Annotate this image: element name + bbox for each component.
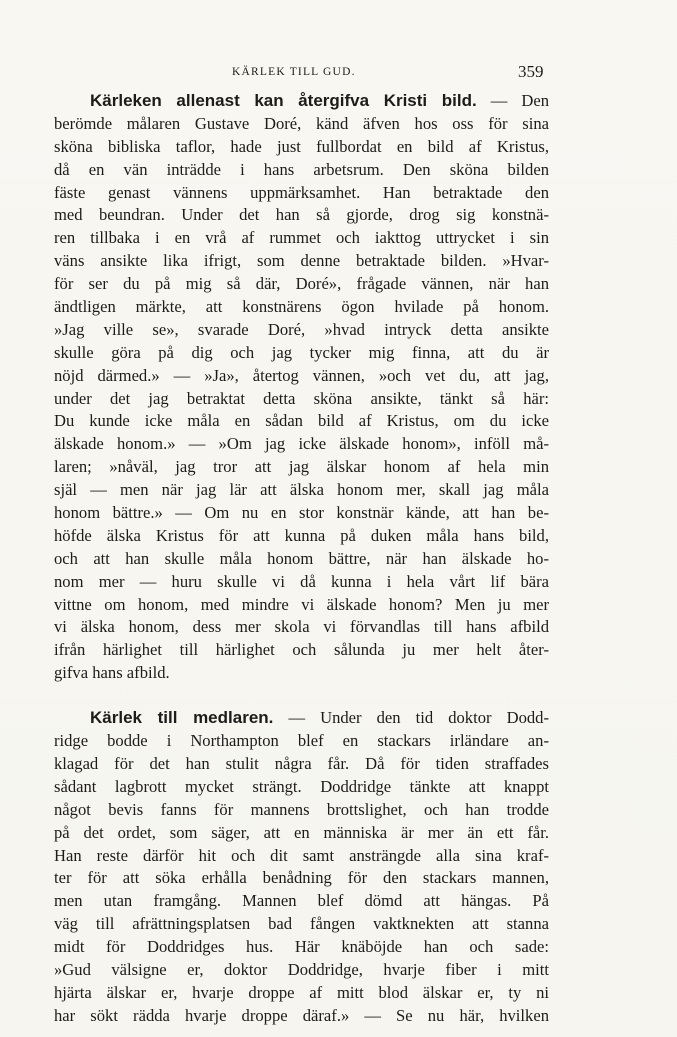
text-line: — Den (490, 91, 550, 110)
text-line: »Gud välsigne er, doktor Doddridge, hvarje fiber i mitt (54, 959, 549, 979)
text-line: ifrån härlighet till härlighet och sålunda ju mer helt åter- (54, 640, 549, 660)
running-title: KÄRLEK TILL GUD. (232, 66, 356, 78)
text-line: själ — men när jag lär att älska honom mer, skall jag måla (54, 480, 549, 500)
text-line: hjärta älskar er, hvarje droppe af mitt blod älskar er, ty ni (54, 982, 549, 1002)
text-line: väg till afrättningsplatsen bad fången vaktknekten att stanna (54, 914, 549, 934)
body-text (54, 90, 549, 1028)
text-line: sådant lagbrott mycket strängt. Doddridge tänkte att knappt (54, 776, 549, 796)
text-line: ter för att söka erhålla benådning för den stackars mannen, (54, 868, 549, 888)
text-line: nöjd därmed.» — »Ja», återtog vännen, »och vet du, att jag, (54, 365, 549, 385)
text-line: ridge bodde i Northampton blef en stackars irländare an- (54, 731, 549, 751)
text-line: väns ansikte lika ifrigt, som denne betraktade bilden. »Hvar- (54, 251, 549, 271)
section-heading-line (54, 707, 549, 730)
text-line: sköna bibliska taflor, hade just fullbordat en bild af Kristus, (54, 136, 549, 156)
text-line: honom bättre.» — Om nu en stor konstnär kände, att han be- (54, 503, 549, 523)
text-line: då en vän inträdde i hans arbetsrum. Den sköna bilden (54, 159, 549, 179)
text-line: fäste genast vännens uppmärksamhet. Han betraktade den (54, 182, 549, 202)
text-line: och att han skulle måla honom bättre, när han älskade ho- (54, 548, 549, 568)
text-line: höfde älska Kristus för att kunna på duken måla hans bild, (54, 525, 549, 545)
text-line: skulle göra på dig och jag tycker mig finna, att du är (54, 342, 549, 362)
text-line: vittne om honom, med mindre vi älskade honom? Men ju mer (54, 594, 549, 614)
text-line: för ser du på mig så där, Doré», frågade vännen, när han (54, 274, 549, 294)
text-line: vi älska honom, dess mer skola vi förvandlas till hans afbild (54, 617, 549, 637)
text-line: — Under den tid doktor Dodd- (288, 708, 549, 728)
text-line: på det ordet, som säger, att en människa är mer än ett får. (54, 822, 549, 842)
text-line: älskade honom.» — »Om jag icke älskade honom», inföll må- (54, 434, 549, 454)
text-line: laren; »nåväl, jag tror att jag älskar honom af hela min (54, 457, 549, 477)
text-line: under det jag betraktat detta sköna ansikte, tänkt så här: (54, 388, 549, 408)
text-line: ren tillbaka i en vrå af rummet och iakttog uttrycket i sin (54, 228, 549, 248)
paragraph-gap (54, 685, 549, 707)
text-line: ändtligen märkte, att konstnärens ögon hvilade på honom. (54, 297, 549, 317)
page-number: 359 (518, 62, 544, 81)
text-line: med beundran. Under det han så gjorde, drog sig konstnä- (54, 205, 549, 225)
text-line: midt för Doddridges hus. Här knäböjde han och sade: (54, 937, 549, 957)
text-line: Du kunde icke måla en sådan bild af Kristus, om du icke (54, 411, 549, 431)
text-line: klagad för det han stulit några får. Då för tiden straffades (54, 753, 549, 773)
text-line: har sökt rädda hvarje droppe däraf.» — Se nu här, hvilken (54, 1005, 549, 1025)
section-heading: Kärleken allenast kan återgifva Kristi bild. (90, 91, 477, 110)
running-header (0, 64, 677, 84)
text-line: Han reste därför hit och dit samt ansträngde alla sina kraf- (54, 845, 549, 865)
text-line: berömde målaren Gustave Doré, känd äfven hos oss för sina (54, 113, 549, 133)
text-line: gifva hans afbild. (54, 663, 170, 683)
text-line: men utan framgång. Mannen blef dömd att hängas. På (54, 891, 549, 911)
text-line: »Jag ville se», svarade Doré, »hvad intryck detta ansikte (54, 319, 549, 339)
text-line: nom mer — huru skulle vi då kunna i hela vårt lif bära (54, 571, 549, 591)
section-heading-line (54, 90, 549, 113)
text-line: något bevis fanns för mannens brottslighet, och han trodde (54, 799, 549, 819)
section-heading: Kärlek till medlaren. (90, 708, 274, 728)
